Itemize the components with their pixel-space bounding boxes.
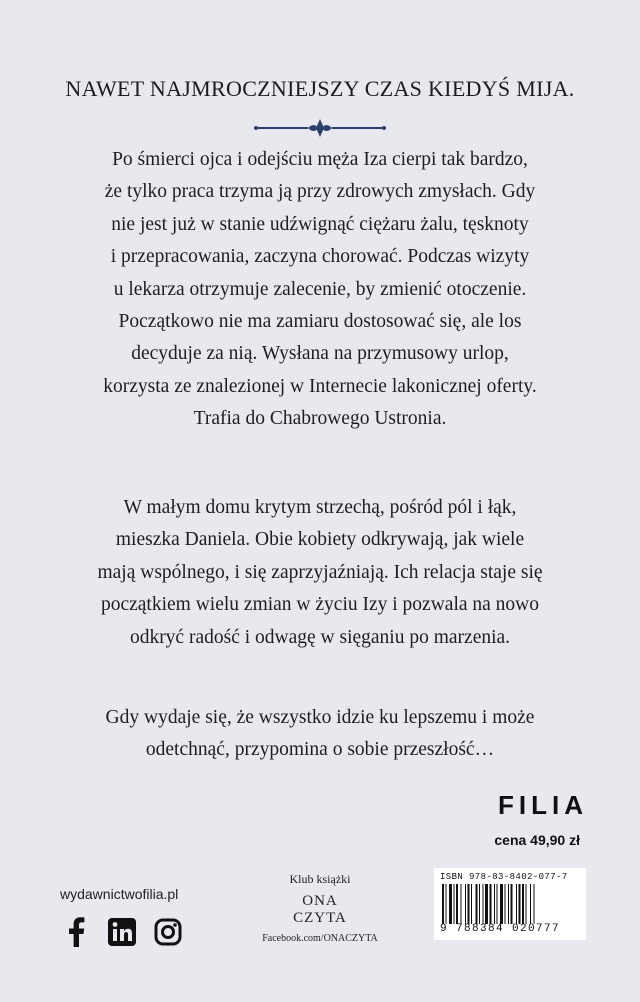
blurb-line: Gdy wydaje się, że wszystko idzie ku lepszemu i może [105, 707, 535, 728]
isbn-label: ISBN 978-83-8402-077-7 [440, 872, 568, 882]
blurb-line: u lekarza otrzymuje zalecenie, by zmienić otoczenie. [113, 278, 527, 300]
blurb-line: początkiem wielu zmian w życiu Izy i pozwala na nowo [100, 594, 540, 616]
blurb-line: decyduje za nią. Wysłana na przymusowy urlop, [131, 343, 509, 365]
blurb-line: Po śmierci ojca i odejściu męża Iza cierpi tak bardzo, [112, 149, 528, 170]
blurb-line: odetchnąć, przypomina o sobie przeszłość… [145, 739, 495, 761]
headline: NAWET NAJMROCZNIEJSZY CZAS KIEDYŚ MIJA. [65, 76, 575, 101]
instagram-icon[interactable] [152, 916, 184, 948]
price-label: cena 49,90 zł [494, 832, 580, 848]
linkedin-icon[interactable] [106, 916, 138, 948]
blurb-line: i przepracowania, zaczyna chorować. Podczas wizyty [110, 246, 530, 268]
blurb-paragraph-3 [40, 702, 600, 767]
book-club-label: Klub książki [289, 872, 351, 886]
book-club-link[interactable]: Facebook.com/ONACZYTA [262, 933, 378, 944]
book-club-logo [250, 872, 390, 944]
social-links [60, 916, 184, 948]
blurb-paragraph-1 [40, 144, 600, 436]
publisher-logo: FILIA [498, 790, 588, 820]
ona-czyta-logo [250, 893, 390, 927]
ornament-divider-icon [250, 116, 390, 140]
ona-czyta-logo-line: CZYTA [293, 910, 347, 926]
isbn-digits: 9 788384 020777 [440, 923, 561, 935]
blurb-line: że tylko praca trzyma ją przy zdrowych zmysłach. Gdy [104, 181, 536, 203]
ona-czyta-logo-line: ONA [302, 893, 338, 909]
blurb-line: Trafia do Chabrowego Ustronia. [193, 408, 447, 430]
blurb-line: mieszka Daniela. Obie kobiety odkrywają, jak wiele [115, 529, 525, 551]
blurb-line: korzysta ze znalezionej w Internecie lakonicznej oferty. [103, 375, 537, 397]
isbn-barcode [434, 868, 586, 940]
blurb-paragraph-2 [40, 492, 600, 654]
blurb-line: mają wspólnego, i się zaprzyjaźniają. Ich relacja staje się [97, 561, 543, 583]
blurb-line: W małym domu krytym strzechą, pośród pól i łąk, [123, 497, 517, 518]
publisher-website-link[interactable]: wydawnictwofilia.pl [60, 886, 179, 902]
blurb-line: Początkowo nie ma zamiaru dostosować się, ale los [118, 311, 522, 333]
facebook-icon[interactable] [60, 916, 92, 948]
blurb-line: odkryć radość i odwagę w sięganiu po marzenia. [129, 626, 511, 648]
blurb-line: nie jest już w stanie udźwignąć ciężaru żalu, tęsknoty [111, 213, 529, 235]
barcode-icon [440, 884, 580, 924]
